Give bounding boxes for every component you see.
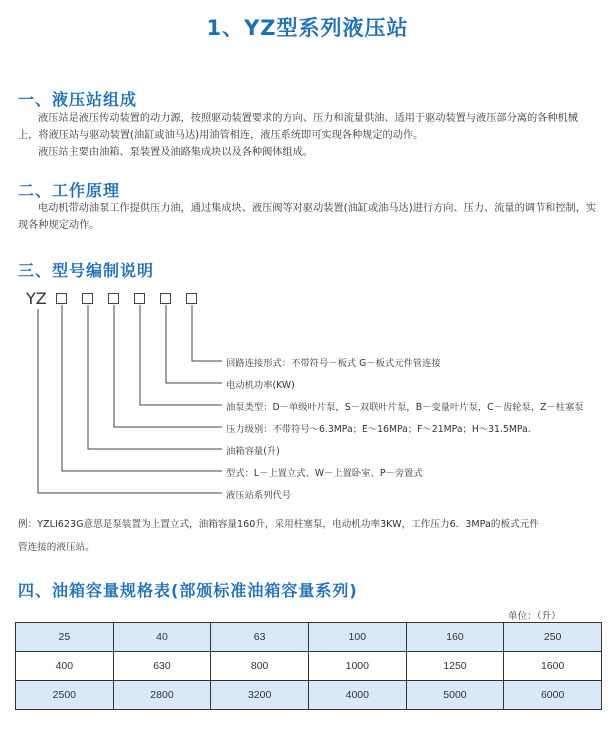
label-motor-power: 电动机功率(KW) — [226, 380, 295, 391]
table-cell: 5000 — [406, 681, 504, 710]
table-cell: 250 — [504, 623, 602, 652]
unit-label: 单位：（升） — [508, 611, 561, 622]
label-circuit-connection: 回路连接形式：不带符号－板式 G－板式元件管连接 — [226, 358, 441, 369]
table-row — [16, 623, 602, 652]
table-cell: 40 — [113, 623, 211, 652]
table-cell: 25 — [16, 623, 114, 652]
table-row — [16, 681, 602, 710]
example-line-2: 管连接的液压站。 — [18, 542, 95, 553]
table-cell: 63 — [211, 623, 309, 652]
label-form-type: 型式：L－上置立式、W－上置卧室、P－旁置式 — [226, 468, 423, 479]
section-title-composition: 一、液压站组成 — [18, 90, 138, 109]
model-prefix: YZ — [26, 289, 47, 308]
label-series-code: 液压站系列代号 — [226, 490, 292, 501]
table-cell: 2800 — [113, 681, 211, 710]
section-title-tank-spec: 四、油箱容量规格表(部颁标准油箱容量系列) — [18, 581, 358, 600]
principle-paragraph: 电动机带动油泵工作提供压力油，通过集成块、液压阀等对驱动装置(油缸或油马达)进行方向、压力、流量的调节和控制，实现各种规定动作。 — [18, 203, 597, 231]
table-cell: 1600 — [504, 652, 602, 681]
table-cell: 800 — [211, 652, 309, 681]
table-cell: 4000 — [308, 681, 406, 710]
model-example — [18, 513, 598, 559]
composition-paragraph-1: 液压站是液压传动装置的动力源，按照驱动装置要求的方向、压力和流量供油、适用于驱动装置与液压部分离的各种机械上，将液压站与驱动装置(油缸或油马达)用油管相连，液压系统即可实现各种规定的动作。 — [18, 113, 578, 141]
section-title-model-code: 三、型号编制说明 — [18, 261, 155, 280]
example-line-1: 例：YZLI623G意思是泵装置为上置立式，油箱容量160升，采用柱塞泵，电动机功率3KW，工作压力6．3MPa的板式元件 — [18, 519, 539, 530]
label-pump-type: 油泵类型：D－单级叶片泵，S－双联叶片泵，B－变量叶片泵，C－齿轮泵，Z－柱塞泵 — [226, 402, 584, 413]
table-row — [16, 652, 602, 681]
table-cell: 6000 — [504, 681, 602, 710]
table-cell: 630 — [113, 652, 211, 681]
table-cell: 400 — [16, 652, 114, 681]
composition-paragraph-2: 液压站主要由油箱、泵装置及油路集成块以及各种阀体组成。 — [38, 147, 314, 158]
label-tank-capacity: 油箱容量(升) — [226, 446, 280, 457]
table-cell: 100 — [308, 623, 406, 652]
section-title-principle: 二、工作原理 — [18, 181, 121, 200]
table-cell: 160 — [406, 623, 504, 652]
tank-capacity-table — [15, 622, 602, 710]
table-cell: 2500 — [16, 681, 114, 710]
label-pressure-level: 压力级别：不带符号～6.3MPa；E～16MPa；F～21MPa；H～31.5MPa. — [226, 424, 531, 435]
table-cell: 1250 — [406, 652, 504, 681]
table-cell: 3200 — [211, 681, 309, 710]
page-title: 1、YZ型系列液压站 — [206, 16, 409, 40]
table-cell: 1000 — [308, 652, 406, 681]
